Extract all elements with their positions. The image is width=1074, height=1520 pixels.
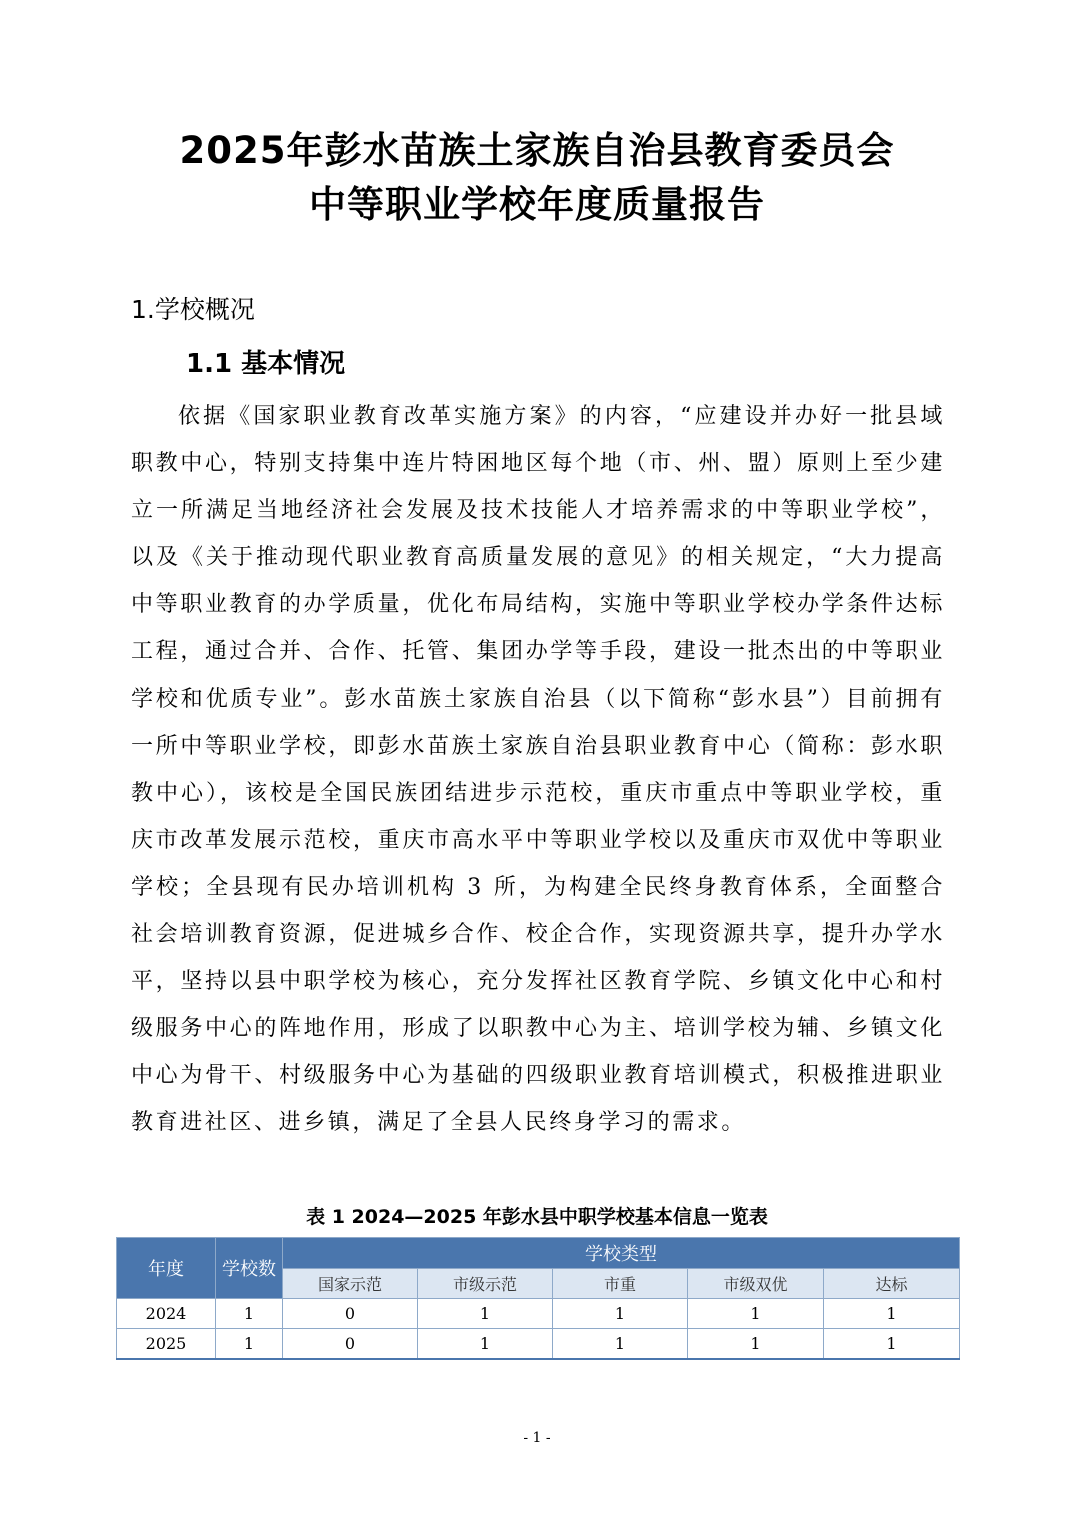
header-type-city-demo: 市级示范 <box>418 1269 553 1299</box>
row-year: 2025 <box>117 1329 216 1360</box>
subsection-heading: 1.1 基本情况 <box>186 349 346 379</box>
row-value: 1 <box>824 1299 960 1329</box>
row-value: 1 <box>418 1299 553 1329</box>
row-value: 1 <box>688 1299 824 1329</box>
row-value: 0 <box>283 1299 418 1329</box>
header-year: 年度 <box>117 1238 216 1299</box>
header-school-types: 学校类型 <box>283 1238 960 1269</box>
table-caption: 表 1 2024—2025 年彭水县中职学校基本信息一览表 <box>306 1206 768 1228</box>
header-type-city-key: 市重 <box>553 1269 688 1299</box>
table-row <box>117 1329 960 1360</box>
header-type-city-double-excellent: 市级双优 <box>688 1269 824 1299</box>
report-title-line2: 中等职业学校年度质量报告 <box>309 183 765 226</box>
row-count: 1 <box>216 1299 283 1329</box>
report-title-line1: 2025年彭水苗族土家族自治县教育委员会 <box>179 129 895 172</box>
row-year: 2024 <box>117 1299 216 1329</box>
row-value: 0 <box>283 1329 418 1360</box>
header-type-standard: 达标 <box>824 1269 960 1299</box>
row-value: 1 <box>688 1329 824 1360</box>
row-value: 1 <box>553 1329 688 1360</box>
table-row <box>117 1299 960 1329</box>
row-count: 1 <box>216 1329 283 1360</box>
section-heading: 1.学校概况 <box>131 295 255 324</box>
header-school-count: 学校数 <box>216 1238 283 1299</box>
body-paragraph: 依据《国家职业教育改革实施方案》的内容，“应建设并办好一批县域职教中心，特别支持集中连片特困地区每个地（市、州、盟）原则上至少建立一所满足当地经济社会发展及技术技能人才培养需求的中等职业学校”，以及《关于推动现代职业教育高质量发展的意见》的相关规定，“大力提高中等职业教育的办学质量，优化布局结构，实施中等职业学校办学条件达标工程，通过合并、合作、托管、集团办学等手段，建设一批杰出的中等职业学校和优质专业”。彭水苗族土家族自治县（以下简称“彭水县”）目前拥有一所中等职业学校，即彭水苗族土家族自治县职业教育中心（简称：彭水职教中心），该校是全国民族团结进步示范校，重庆市重点中等职业学校，重庆市改革发展示范校，重庆市高水平中等职业学校以及重庆市双优中等职业学校；全县现有民办培训机构 3 所，为构建全民终身教育体系，全面整合社会培训教育资源，促进城乡合作、校企合作，实现资源共享，提升办学水平，坚持以县中职学校为核心，充分发挥社区教育学院、乡镇文化中心和村级服务中心的阵地作用，形成了以职教中心为主、培训学校为辅、乡镇文化中心为骨干、村级服务中心为基础的四级职业教育培训模式，积极推进职业教育进社区、进乡镇，满足了全县人民终身学习的需求。 <box>131 404 945 1136</box>
school-info-table <box>116 1237 960 1360</box>
row-value: 1 <box>824 1329 960 1360</box>
page-number: - 1 - <box>523 1430 551 1446</box>
header-type-national-demo: 国家示范 <box>283 1269 418 1299</box>
row-value: 1 <box>553 1299 688 1329</box>
row-value: 1 <box>418 1329 553 1360</box>
